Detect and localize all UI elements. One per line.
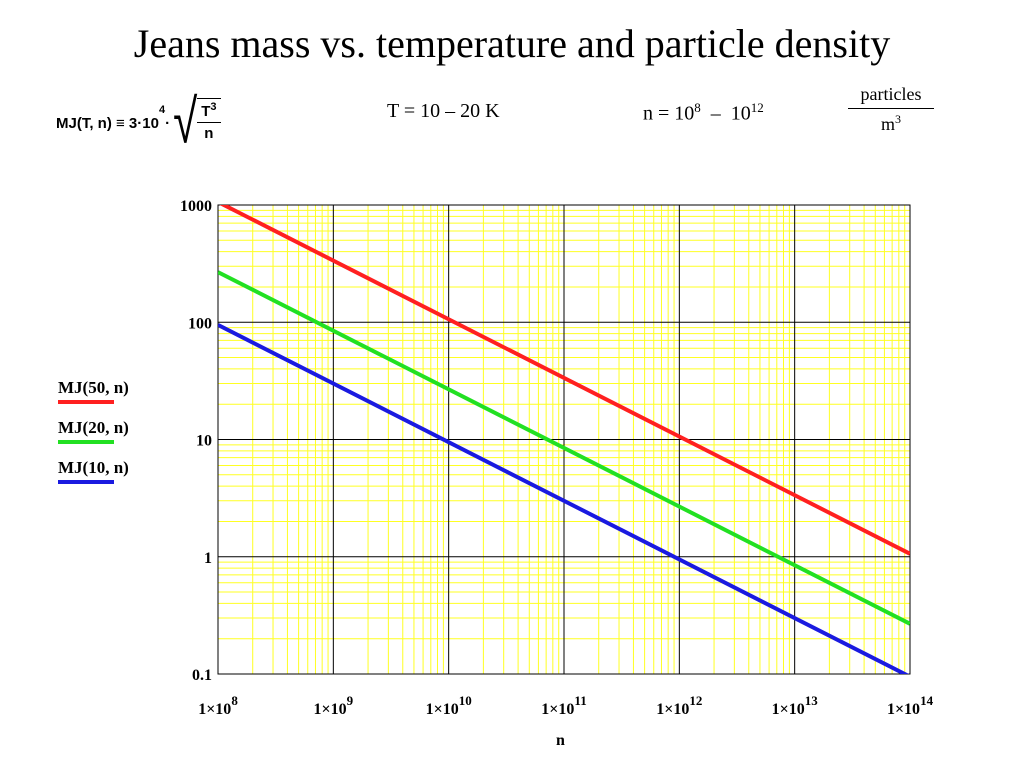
legend-label: MJ(10, n) bbox=[58, 458, 129, 477]
units-numerator: particles bbox=[848, 84, 934, 109]
formula-exponent: 4 bbox=[158, 104, 166, 116]
density-middle: – 10 bbox=[700, 102, 751, 125]
formula-numerator-exp: 3 bbox=[210, 101, 217, 113]
x-axis-label: n bbox=[556, 732, 565, 749]
y-tick-label: 0.1 bbox=[192, 667, 212, 684]
formula-lhs: MJ(T, n) ≡ 3·10 bbox=[56, 114, 159, 132]
formula-dot: · bbox=[165, 114, 171, 132]
temperature-range: T = 10 – 20 K bbox=[387, 100, 500, 122]
legend-entry bbox=[58, 458, 129, 498]
legend-entry bbox=[58, 418, 129, 458]
formula-numerator: T bbox=[201, 103, 211, 120]
x-tick-label: $1\times 10^{14}$ bbox=[886, 693, 934, 718]
y-tick-label: 1000 bbox=[180, 198, 212, 215]
y-tick-label: 1 bbox=[204, 549, 212, 567]
x-tick-label: $1\times 10^{13}$ bbox=[771, 693, 818, 718]
chart-legend bbox=[58, 378, 129, 498]
slide-title: Jeans mass vs. temperature and particle density bbox=[133, 21, 891, 66]
y-tick-labels bbox=[180, 198, 212, 684]
density-exp2: 12 bbox=[750, 100, 764, 115]
units-denominator-exp: 3 bbox=[895, 112, 901, 126]
formula-denominator: n bbox=[204, 125, 214, 142]
legend-label: MJ(50, n) bbox=[58, 378, 129, 397]
y-tick-label: 10 bbox=[196, 432, 212, 450]
legend-line-mj-20 bbox=[58, 440, 114, 444]
x-tick-label: $1\times 10^9$ bbox=[313, 693, 354, 718]
y-tick-label: 100 bbox=[188, 315, 212, 333]
x-tick-label: $1\times 10^{12}$ bbox=[656, 693, 703, 718]
radical-sign: √ bbox=[173, 88, 198, 157]
x-tick-labels bbox=[198, 693, 933, 718]
x-tick-label: $1\times 10^{11}$ bbox=[541, 693, 587, 718]
x-tick-label: $1\times 10^8$ bbox=[198, 693, 238, 718]
density-prefix: n = 10 bbox=[643, 102, 695, 125]
legend-line-mj-10 bbox=[58, 480, 114, 484]
x-tick-label: $1\times 10^{10}$ bbox=[425, 693, 472, 718]
legend-label: MJ(20, n) bbox=[58, 418, 129, 437]
legend-line-mj-50 bbox=[58, 400, 114, 404]
density-exp1: 8 bbox=[694, 100, 701, 115]
units-denominator-text: m bbox=[880, 114, 895, 134]
legend-entry bbox=[58, 378, 129, 418]
